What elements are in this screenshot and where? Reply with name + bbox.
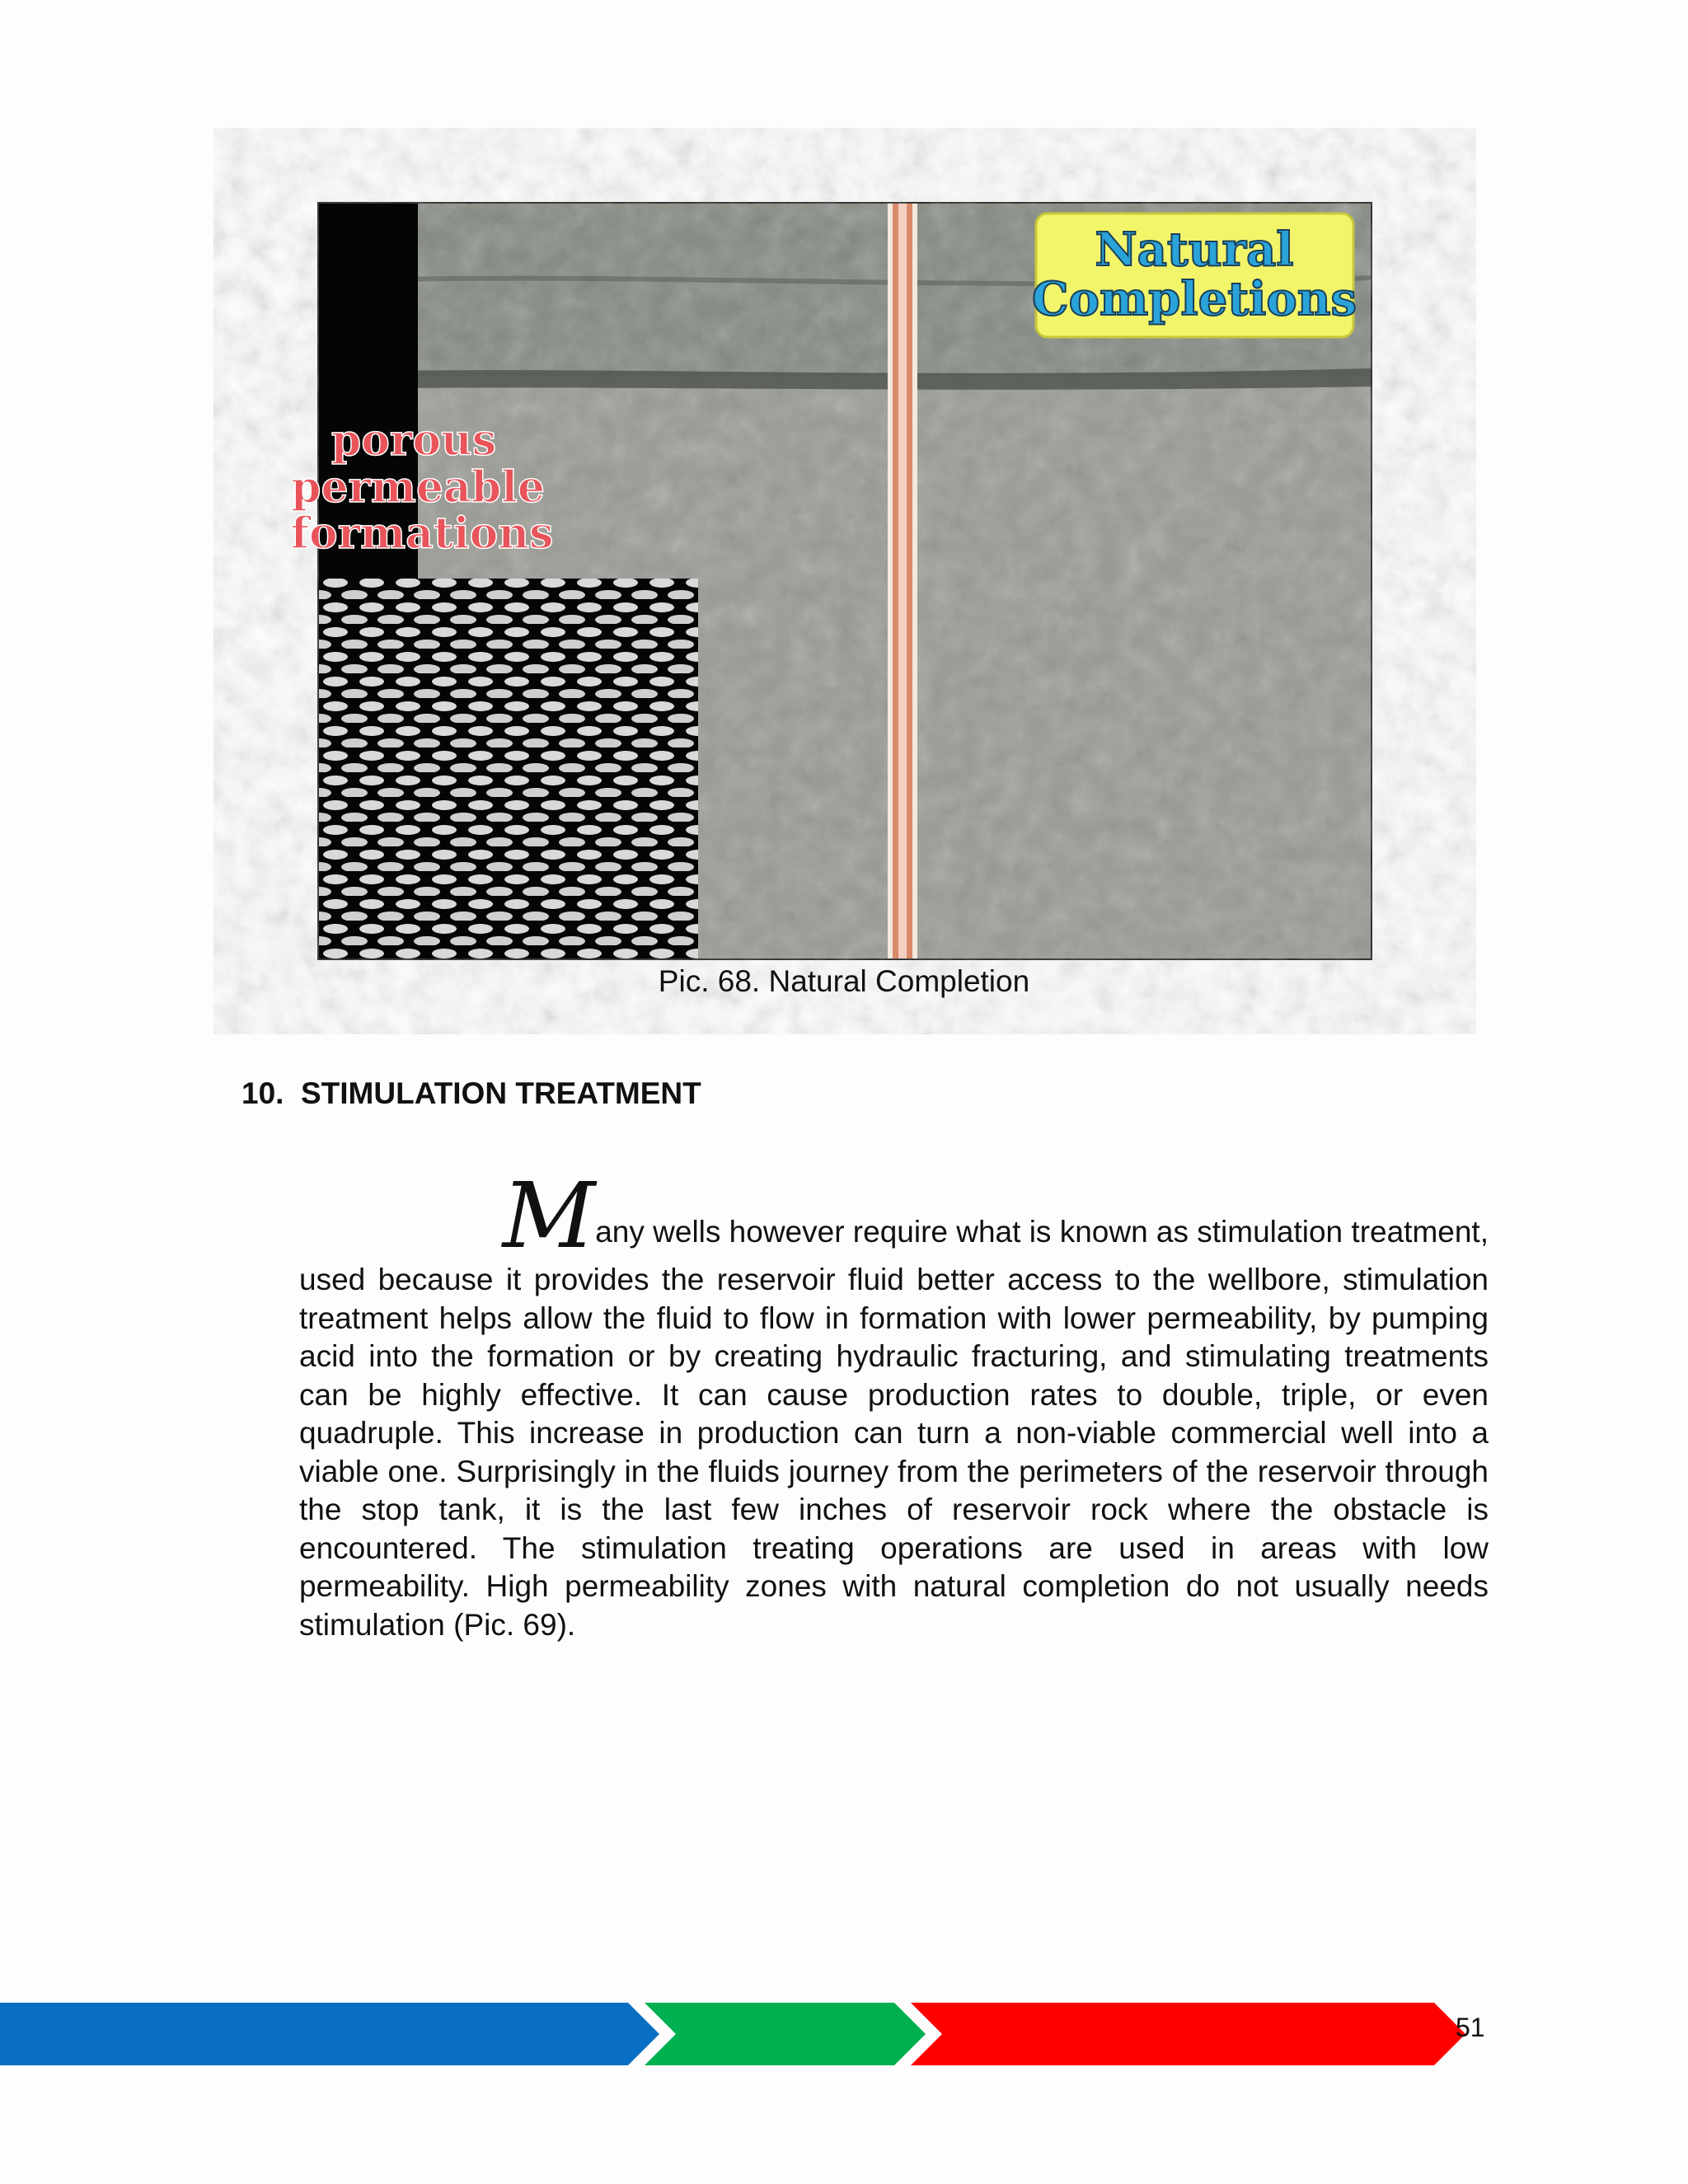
section-heading <box>241 1076 701 1111</box>
natural-label-line1: Natural <box>1095 223 1294 277</box>
section-number: 10. <box>241 1076 284 1110</box>
porous-label-line1: porous <box>331 415 497 466</box>
section-title: STIMULATION TREATMENT <box>301 1076 701 1110</box>
paragraph-text: used because it provides the reservoir fluid better access to the wellbore, stimulation treatment helps allow the fluid to flow in formation with lower permeability, by pumping acid into the formation or by creating hydraulic fracturing, and stimulating treatments can be highly effective. It can cause production rates to double, triple, or even quadruple. This increase in production can turn a non-viable commercial well into a viable one. Surprisingly in the fluids journey from the perimeters of the reservoir through the stop tank, it is the last few inches of reservoir rock where the obstacle is encountered. The stimulation treating operations are used in areas with low permeability. High permeability zones with natural completion do not usually needs stimulation (Pic. 69). <box>299 1263 1489 1642</box>
porous-label-line3: formations <box>290 509 554 559</box>
drop-cap: M <box>502 1163 596 1268</box>
first-line-text: any wells however require what is known as stimulation treatment, <box>595 1215 1489 1249</box>
footer-arrow-red <box>911 2003 1465 2065</box>
paragraph-first-line <box>299 1163 1489 1268</box>
page-number: 51 <box>1456 2013 1485 2042</box>
footer-arrow-green <box>645 2003 926 2065</box>
figure-caption: Pic. 68. Natural Completion <box>658 964 1030 998</box>
footer-arrow-bar <box>0 1994 1467 2074</box>
body-paragraph <box>299 1163 1489 1644</box>
natural-completion-figure <box>290 202 1372 960</box>
natural-label-line2: Completions <box>1032 272 1357 326</box>
footer-arrow-blue <box>0 2003 659 2065</box>
porous-label-line2: permeable <box>291 462 545 513</box>
